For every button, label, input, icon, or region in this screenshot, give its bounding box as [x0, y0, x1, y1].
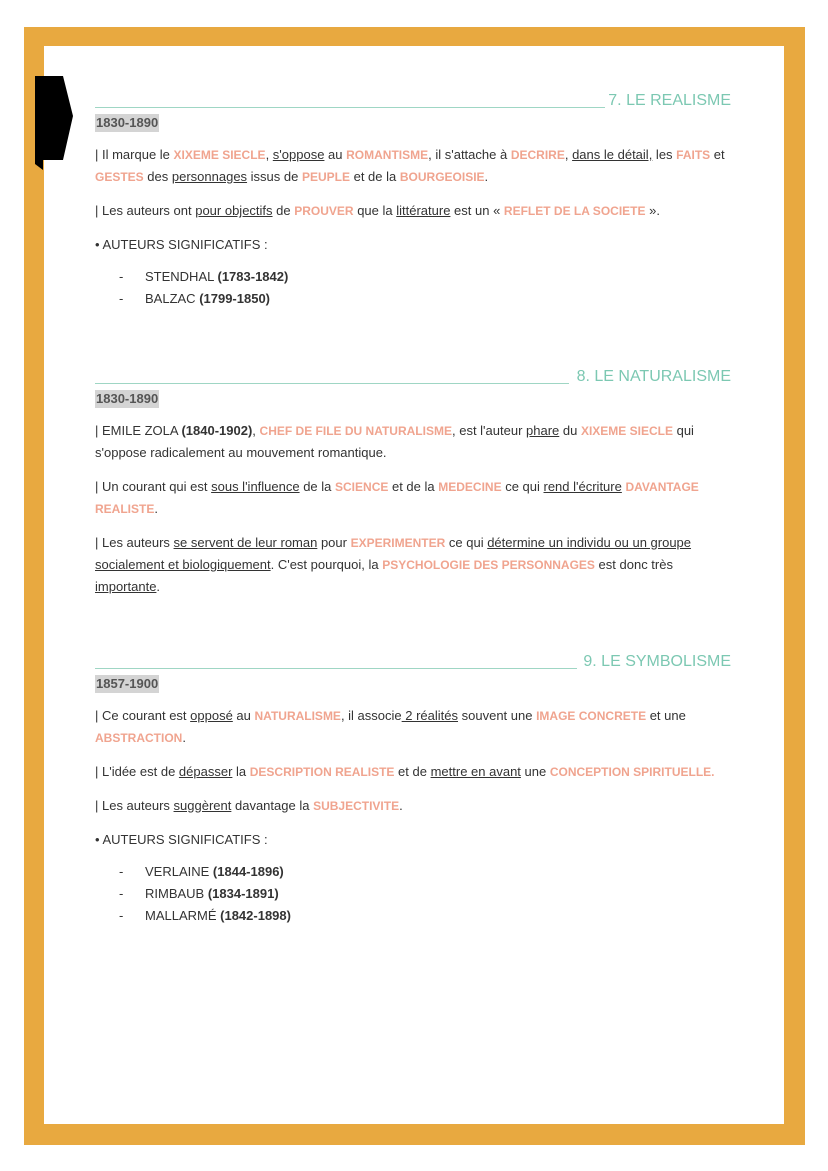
- underline: 2 réalités: [401, 708, 459, 723]
- author-years: (1842-1898): [220, 908, 291, 923]
- heading-rule: [95, 668, 577, 669]
- underline: opposé: [190, 708, 233, 723]
- text: ».: [645, 203, 660, 218]
- section-heading: [95, 88, 731, 110]
- highlight: XIXEME SIECLE: [173, 148, 266, 162]
- text: | Les auteurs: [95, 535, 174, 550]
- highlight: SUBJECTIVITE: [313, 799, 400, 813]
- text: .: [399, 798, 403, 813]
- section-title: 8. LE NATURALISME: [576, 368, 731, 385]
- date-range: 1857-1900: [96, 676, 159, 691]
- highlight: IMAGE CONCRETE: [536, 709, 647, 723]
- text: .: [154, 501, 158, 516]
- text: .: [156, 579, 161, 594]
- author-name: VERLAINE: [145, 864, 213, 879]
- highlight: DAVANTAGE REALISTE: [95, 480, 699, 516]
- text: | L'idée est de: [95, 764, 179, 779]
- highlight: PSYCHOLOGIE DES PERSONNAGES: [382, 558, 595, 572]
- list-item: [119, 905, 731, 927]
- text: ce qui: [501, 479, 544, 494]
- paragraph: [95, 705, 731, 749]
- highlight: NATURALISME: [254, 709, 341, 723]
- text: ce qui: [445, 535, 488, 550]
- section-heading: [95, 649, 731, 671]
- paragraph: [95, 532, 731, 598]
- highlight: DECRIRE: [510, 148, 565, 162]
- text: | EMILE ZOLA: [95, 423, 182, 438]
- paragraph: [95, 476, 731, 520]
- underline: se servent de leur roman: [173, 535, 318, 550]
- text: du: [559, 423, 581, 438]
- highlight: ABSTRACTION: [95, 731, 183, 745]
- text: , est l'auteur: [451, 423, 527, 438]
- text: et une: [646, 708, 686, 723]
- highlight: CONCEPTION SPIRITUELLE: [549, 765, 712, 779]
- author-name: BALZAC: [145, 291, 200, 306]
- highlight: EXPERIMENTER: [350, 536, 446, 550]
- underline: personnages: [171, 169, 248, 184]
- underline: importante: [95, 579, 157, 594]
- text: ,: [265, 147, 273, 162]
- text: | Les auteurs: [95, 798, 174, 813]
- text: souvent une: [458, 708, 537, 723]
- author-years: (1783-1842): [217, 269, 289, 284]
- author-years: (1799-1850): [199, 291, 271, 306]
- underline: dépasser: [178, 764, 233, 779]
- list-item: [119, 266, 731, 288]
- text: que la: [353, 203, 397, 218]
- text: ,: [564, 147, 573, 162]
- section-realisme: [95, 88, 731, 323]
- underline: pour objectifs: [195, 203, 273, 218]
- text: . C'est pourquoi, la: [270, 557, 383, 572]
- text: | Un courant qui est: [95, 479, 212, 494]
- highlight: ROMANTISME: [346, 148, 429, 162]
- text: des: [143, 169, 172, 184]
- text: | Les auteurs ont: [95, 203, 196, 218]
- underline: dans le détail,: [572, 147, 653, 162]
- paragraph: [95, 200, 731, 222]
- highlight: CHEF DE FILE DU NATURALISME: [259, 424, 452, 438]
- author-years: (1834-1891): [207, 886, 279, 901]
- text: et: [710, 147, 725, 162]
- section-title: 9. LE SYMBOLISME: [583, 653, 731, 670]
- highlight: DESCRIPTION REALISTE: [249, 765, 395, 779]
- authors-list: [95, 266, 731, 310]
- text: , il associe: [340, 708, 402, 723]
- authors-list: [95, 861, 731, 927]
- text: au: [324, 147, 347, 162]
- date-range: 1830-1890: [96, 115, 159, 130]
- text: une: [520, 764, 550, 779]
- text: et de: [394, 764, 431, 779]
- text: | Il marque le: [95, 147, 174, 162]
- heading-rule: [95, 107, 605, 108]
- text: est donc très: [594, 557, 673, 572]
- text: de: [272, 203, 295, 218]
- section-heading: [95, 364, 731, 386]
- text: les: [652, 147, 677, 162]
- section-symbolisme: [95, 649, 731, 940]
- text: au: [232, 708, 255, 723]
- list-item: [119, 861, 731, 883]
- underline: suggèrent: [173, 798, 232, 813]
- underline: mettre en avant: [430, 764, 521, 779]
- paragraph: [95, 144, 731, 188]
- authors-label: • AUTEURS SIGNIFICATIFS :: [95, 237, 268, 252]
- text: est un «: [450, 203, 504, 218]
- list-item: [119, 883, 731, 905]
- underline: sous l'influence: [211, 479, 300, 494]
- underline: rend l'écriture: [543, 479, 622, 494]
- text: .: [484, 169, 489, 184]
- author-years: (1844-1896): [212, 864, 284, 879]
- section-naturalisme: [95, 364, 731, 598]
- text: davantage la: [231, 798, 314, 813]
- highlight: BOURGEOISIE: [399, 170, 485, 184]
- text: qui s'oppose radicalement au mouvement romantique.: [95, 423, 694, 460]
- text: de la: [299, 479, 336, 494]
- highlight: PROUVER: [294, 204, 354, 218]
- underline: littérature: [396, 203, 451, 218]
- text: .: [182, 730, 186, 745]
- highlight: .: [711, 765, 715, 779]
- highlight: PEUPLE: [301, 170, 350, 184]
- paragraph: [95, 420, 731, 464]
- text: | Ce courant est: [95, 708, 191, 723]
- heading-rule: [95, 383, 569, 384]
- text: et de la: [388, 479, 439, 494]
- author-name: RIMBAUB: [145, 886, 208, 901]
- text: issus de: [247, 169, 302, 184]
- highlight: FAITS: [676, 148, 711, 162]
- highlight: XIXEME SIECLE: [580, 424, 673, 438]
- text: , il s'attache à: [428, 147, 511, 162]
- text: ,: [252, 423, 260, 438]
- author-name: STENDHAL: [145, 269, 218, 284]
- paragraph: [95, 795, 731, 817]
- section-title: 7. LE REALISME: [608, 92, 731, 109]
- text: et de la: [349, 169, 400, 184]
- highlight: GESTES: [95, 170, 144, 184]
- bold-text: (1840-1902): [181, 423, 253, 438]
- underline: s'oppose: [272, 147, 325, 162]
- highlight: MEDECINE: [438, 480, 502, 494]
- highlight: REFLET DE LA SOCIETE: [503, 204, 646, 218]
- date-range: 1830-1890: [96, 391, 159, 406]
- underline: détermine un individu ou un groupe socialement et biologiquement: [95, 535, 692, 572]
- text: la: [232, 764, 250, 779]
- list-item: [119, 288, 731, 310]
- bookmark-tab-icon: [35, 76, 73, 172]
- highlight: SCIENCE: [335, 480, 389, 494]
- underline: phare: [526, 423, 560, 438]
- paragraph: [95, 761, 731, 783]
- author-name: MALLARMÉ: [145, 908, 221, 923]
- text: pour: [317, 535, 351, 550]
- authors-label: • AUTEURS SIGNIFICATIFS :: [95, 832, 268, 847]
